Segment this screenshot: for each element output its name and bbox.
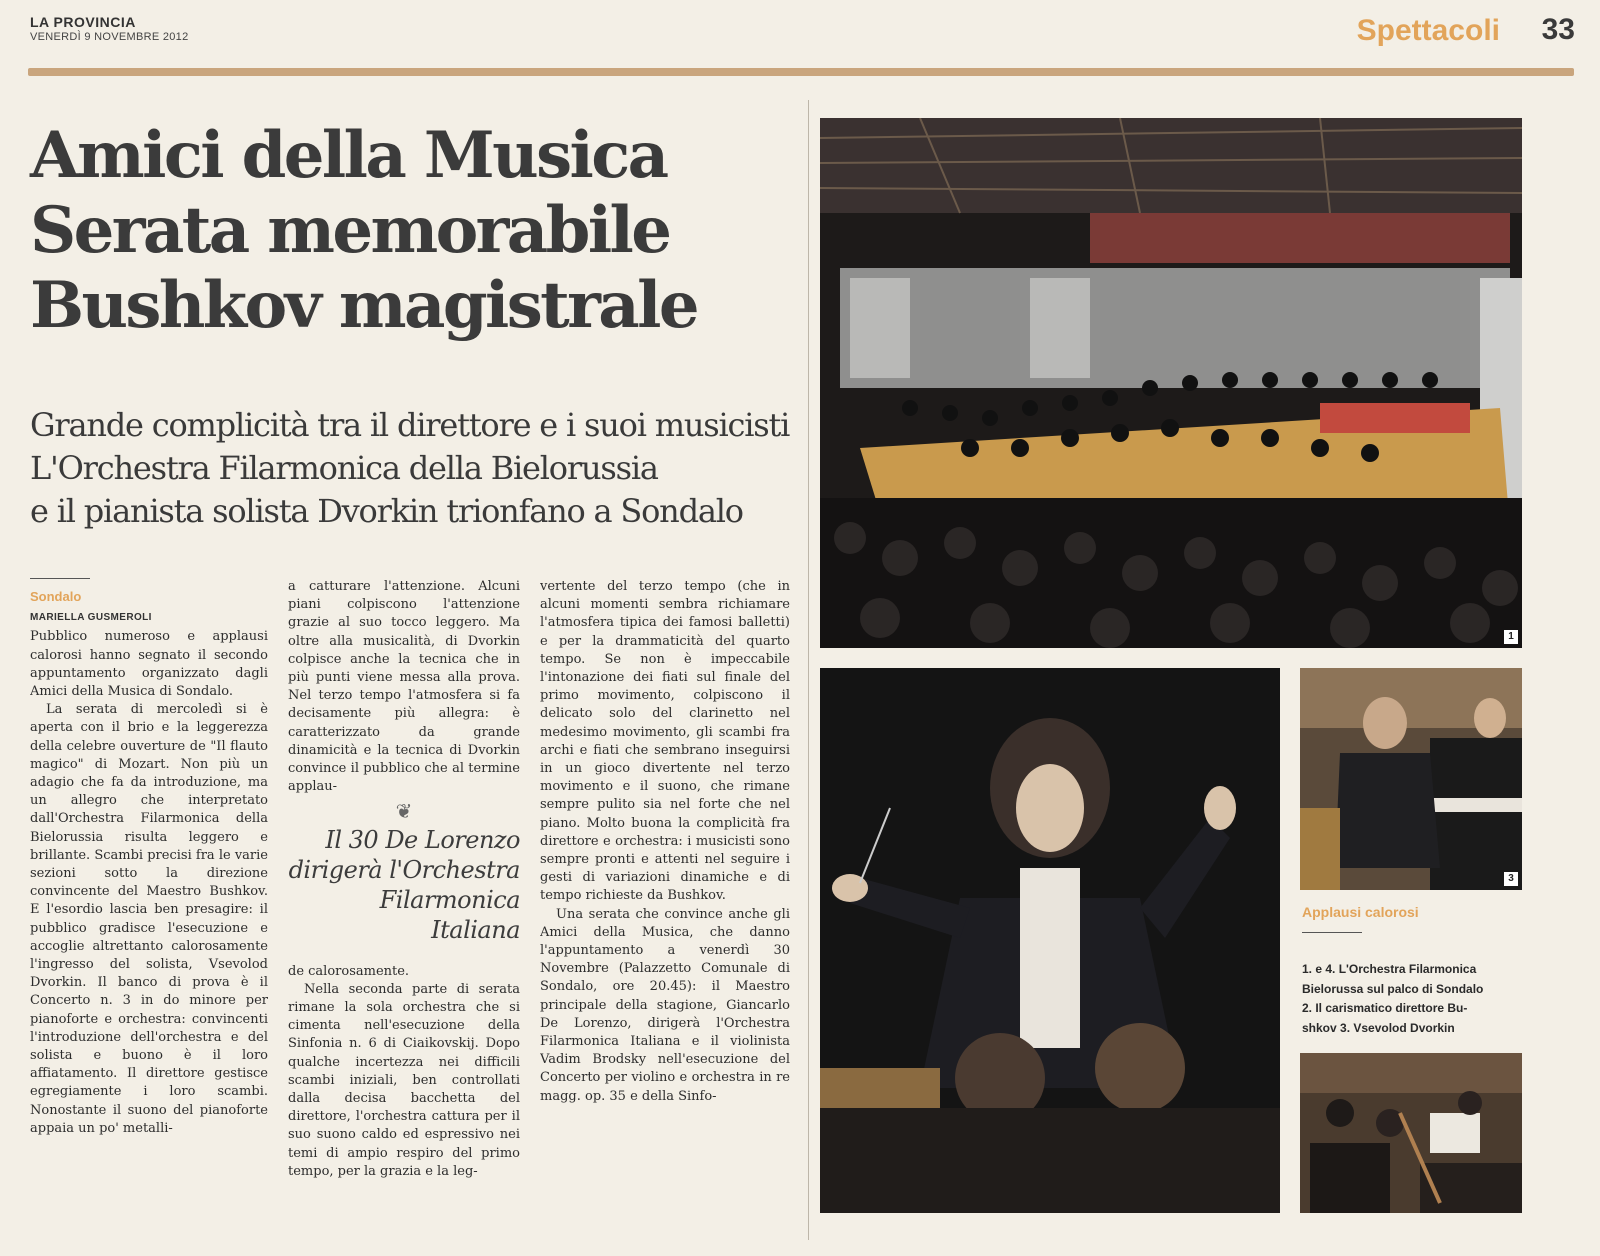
caption-line: 2. Il carismatico direttore Bu- <box>1302 1001 1468 1015</box>
photo-conductor <box>820 668 1280 1213</box>
author-name: MARIELLA GUSMEROLI <box>30 612 152 624</box>
caption-line: Bielorussa sul palco di Sondalo <box>1302 981 1484 996</box>
pianist-image <box>1300 668 1522 890</box>
article-column-2 <box>288 578 520 1230</box>
photo-number: 3 <box>1504 872 1518 886</box>
subheadline <box>30 404 810 533</box>
article-column-3 <box>540 578 790 1230</box>
top-rule <box>28 68 1574 76</box>
paragraph: La serata di mercoledì si è aperta con il brio e la leggerezza della celebre ouverture de "Il flauto magico" di Mozart. Non più un adagio che fa da introduzione, ma un allegro che interpretato dall'Orchestra Filarmonica della Bielorussia risulta leggero e brillante. Scambi precisi fra le varie sezioni sotto la direzione convincente del Maestro Bushkov. E l'esordio lascia ben presagire: il pubblico gradisce l'esecuzione e accoglie altrettanto calorosamente l'ingresso del solista, Vsevolod Dvorkin. Il banco di prova è il Concerto n. 3 in do minore per pianoforte e orchestra: convincenti l'introduzione dell'orchestra e del solista e buono è il loro affiatamento. Il direttore gestisce egregiamente i loro scambi. Nonostante il suono del pianoforte appaia un po' metalli- <box>30 702 268 1136</box>
subhead-line: e il pianista solista Dvorkin trionfano a Sondalo <box>30 492 743 530</box>
headline-line: Bushkov magistrale <box>30 268 697 343</box>
conductor-image <box>820 668 1280 1213</box>
orchestra-stage-image <box>820 118 1522 648</box>
paragraph: a catturare l'attenzione. Alcuni piani colpiscono l'attenzione grazie al suo tocco leggero. Ma oltre alla musicalità, di Dvorkin colpisce anche la tecnica che in più punti viene messa alla prova. Nel terzo tempo l'atmosfera si fa decisamente più allegra: è caratterizzato da grande dinamicità e la tecnica di Dvorkin convince il pubblico che al termine applau- <box>288 579 520 795</box>
caption-line: 1. e 4. L'Orchestra Filarmonica <box>1302 962 1477 976</box>
subhead-line: Grande complicità tra il direttore e i suoi musicisti <box>30 406 790 444</box>
newspaper-name: LA PROVINCIA <box>30 14 136 30</box>
section-title: Spettacoli <box>1356 14 1500 47</box>
photo-number: 1 <box>1504 630 1518 644</box>
paragraph: Una serata che convince anche gli Amici della Musica, che danno l'appuntamento a venerdì 30 Novembre (Palazzetto Comunale di Sondalo, ore 20.45): il Maestro principale della stagione, Giancarlo De Lorenzo, dirigerà l'Orchestra Filarmonica Italiana e il violinista Vadim Brodsky nell'esecuzione del Concerto per violino e orchestra in re magg. op. 35 e della Sinfo- <box>540 906 790 1104</box>
column-divider <box>808 100 809 1240</box>
orchestra-section-image <box>1300 1053 1522 1213</box>
photo-caption <box>1302 960 1512 1038</box>
paragraph: de calorosamente. <box>288 963 410 979</box>
paragraph: Nella seconda parte di serata rimane la sola orchestra che si cimenta nell'esecuzione della Sinfonia n. 6 di Ciaikovskij. Dopo qualche incertezza nei difficili scambi iniziali, ben controllati dalla decisa bacchetta del direttore, l'orchestra cattura per il suo suono caldo ed espressivo nei temi di ampio respiro del primo tempo, per la grazia e la leg- <box>288 981 520 1179</box>
photo-orchestra-section <box>1300 1053 1522 1213</box>
photo-orchestra-stage <box>820 118 1522 648</box>
paragraph: vertente del terzo tempo (che in alcuni momenti sembra richiamare l'atmosfera tipica dei famosi balletti) e per la drammaticità del quarto tempo. Se non è impeccabile l'intonazione dei fiati sul finale del primo movimento, colpiscono il delicato solo del clarinetto nel medesimo movimento, gli scambi fra archi e fiati che sembrano inseguirsi in un gioco divertente nel terzo movimento e il suono, che rimane sempre pulito sia nel forte che nel piano. Molto buona la complicità fra direttore e orchestra: i musicisti sono sempre pronti e attenti nel seguire i gesti di variazioni dinamiche e di tempo richieste da Bushkov. <box>540 579 790 904</box>
subhead-line: L'Orchestra Filarmonica della Bielorussia <box>30 449 658 487</box>
dateline-place: Sondalo <box>30 589 82 604</box>
caption-rule <box>1302 932 1362 933</box>
pull-quote: Il 30 De Lorenzo dirigerà l'Orchestra Filarmonica Italiana <box>288 825 520 944</box>
byline-rule <box>30 578 90 579</box>
issue-date: VENERDÌ 9 NOVEMBRE 2012 <box>30 31 189 43</box>
page-number: 33 <box>1541 13 1575 46</box>
caption-line: shkov 3. Vsevolod Dvorkin <box>1302 1020 1455 1035</box>
headline-line: Amici della Musica <box>30 118 667 193</box>
headline <box>30 118 790 343</box>
article-column-1 <box>30 578 268 1230</box>
ornament-icon: ❦ <box>395 799 413 824</box>
caption-title: Applausi calorosi <box>1302 904 1419 920</box>
paragraph: Pubblico numeroso e applausi calorosi hanno segnato il secondo appuntamento organizzato dagli Amici della Musica di Sondalo. <box>30 629 268 700</box>
photo-pianist <box>1300 668 1522 890</box>
headline-line: Serata memorabile <box>30 193 670 268</box>
